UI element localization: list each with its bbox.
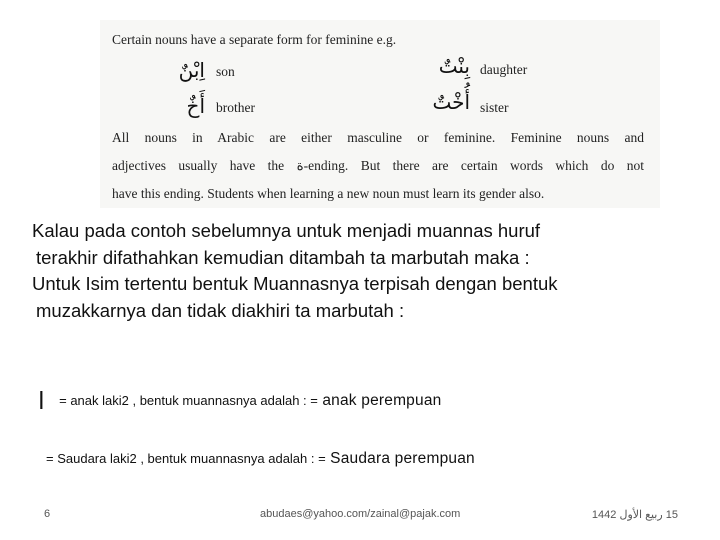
gloss-brother: brother xyxy=(216,100,255,115)
explanation-line: terakhir difathahkan kemudian ditambah ta marbutah maka : xyxy=(36,246,530,268)
explanation-line: Untuk Isim tertentu bentuk Muannasnya terpisah dengan bentuk xyxy=(32,273,558,294)
scan-intro: Certain nouns have a separate form for feminine e.g. xyxy=(112,32,397,47)
arabic-brother: أَخٌ xyxy=(186,94,205,118)
example-1-text: = anak laki2 , bentuk muannasnya adalah : = xyxy=(59,393,318,408)
explanation-text xyxy=(32,218,692,324)
gloss-daughter: daughter xyxy=(480,62,528,77)
scan-paragraph-line: All nouns in Arabic are either masculine or feminine. Feminine nouns and xyxy=(112,130,644,145)
scan-paragraph xyxy=(112,124,644,208)
example-row-1 xyxy=(38,383,442,415)
gloss-sister: sister xyxy=(480,100,509,115)
example-2-text: = Saudara laki2 , bentuk muannasnya adalah : = xyxy=(46,451,326,466)
scan-paragraph-line: adjectives usually have the ة-ending. But there are certain words which do not xyxy=(112,158,644,173)
book-scan-excerpt xyxy=(100,20,660,208)
footer-email: abudaes@yahoo.com/zainal@pajak.com xyxy=(260,508,461,520)
explanation-line: muzakkarnya dan tidak diakhiri ta marbutah : xyxy=(36,299,405,321)
example-row-2 xyxy=(46,450,475,468)
gloss-son: son xyxy=(216,64,235,79)
scan-paragraph-line: have this ending. Students when learning a new noun must learn its gender also. xyxy=(112,186,545,201)
explanation-line: Kalau pada contoh sebelumnya untuk menjadi muannas huruf xyxy=(32,220,541,241)
page-number: 6 xyxy=(44,508,51,520)
arabic-sister: أُخْتٌ xyxy=(432,90,470,114)
arabic-daughter: بِنْتٌ xyxy=(438,54,470,78)
arabic-son: اِبْنٌ xyxy=(178,58,205,82)
example-2-result: Saudara perempuan xyxy=(330,450,475,467)
arabic-alif: ا xyxy=(38,387,45,415)
footer-date: 15 ربيع الأول 1442 xyxy=(591,509,678,521)
example-1-result: anak perempuan xyxy=(322,392,442,409)
